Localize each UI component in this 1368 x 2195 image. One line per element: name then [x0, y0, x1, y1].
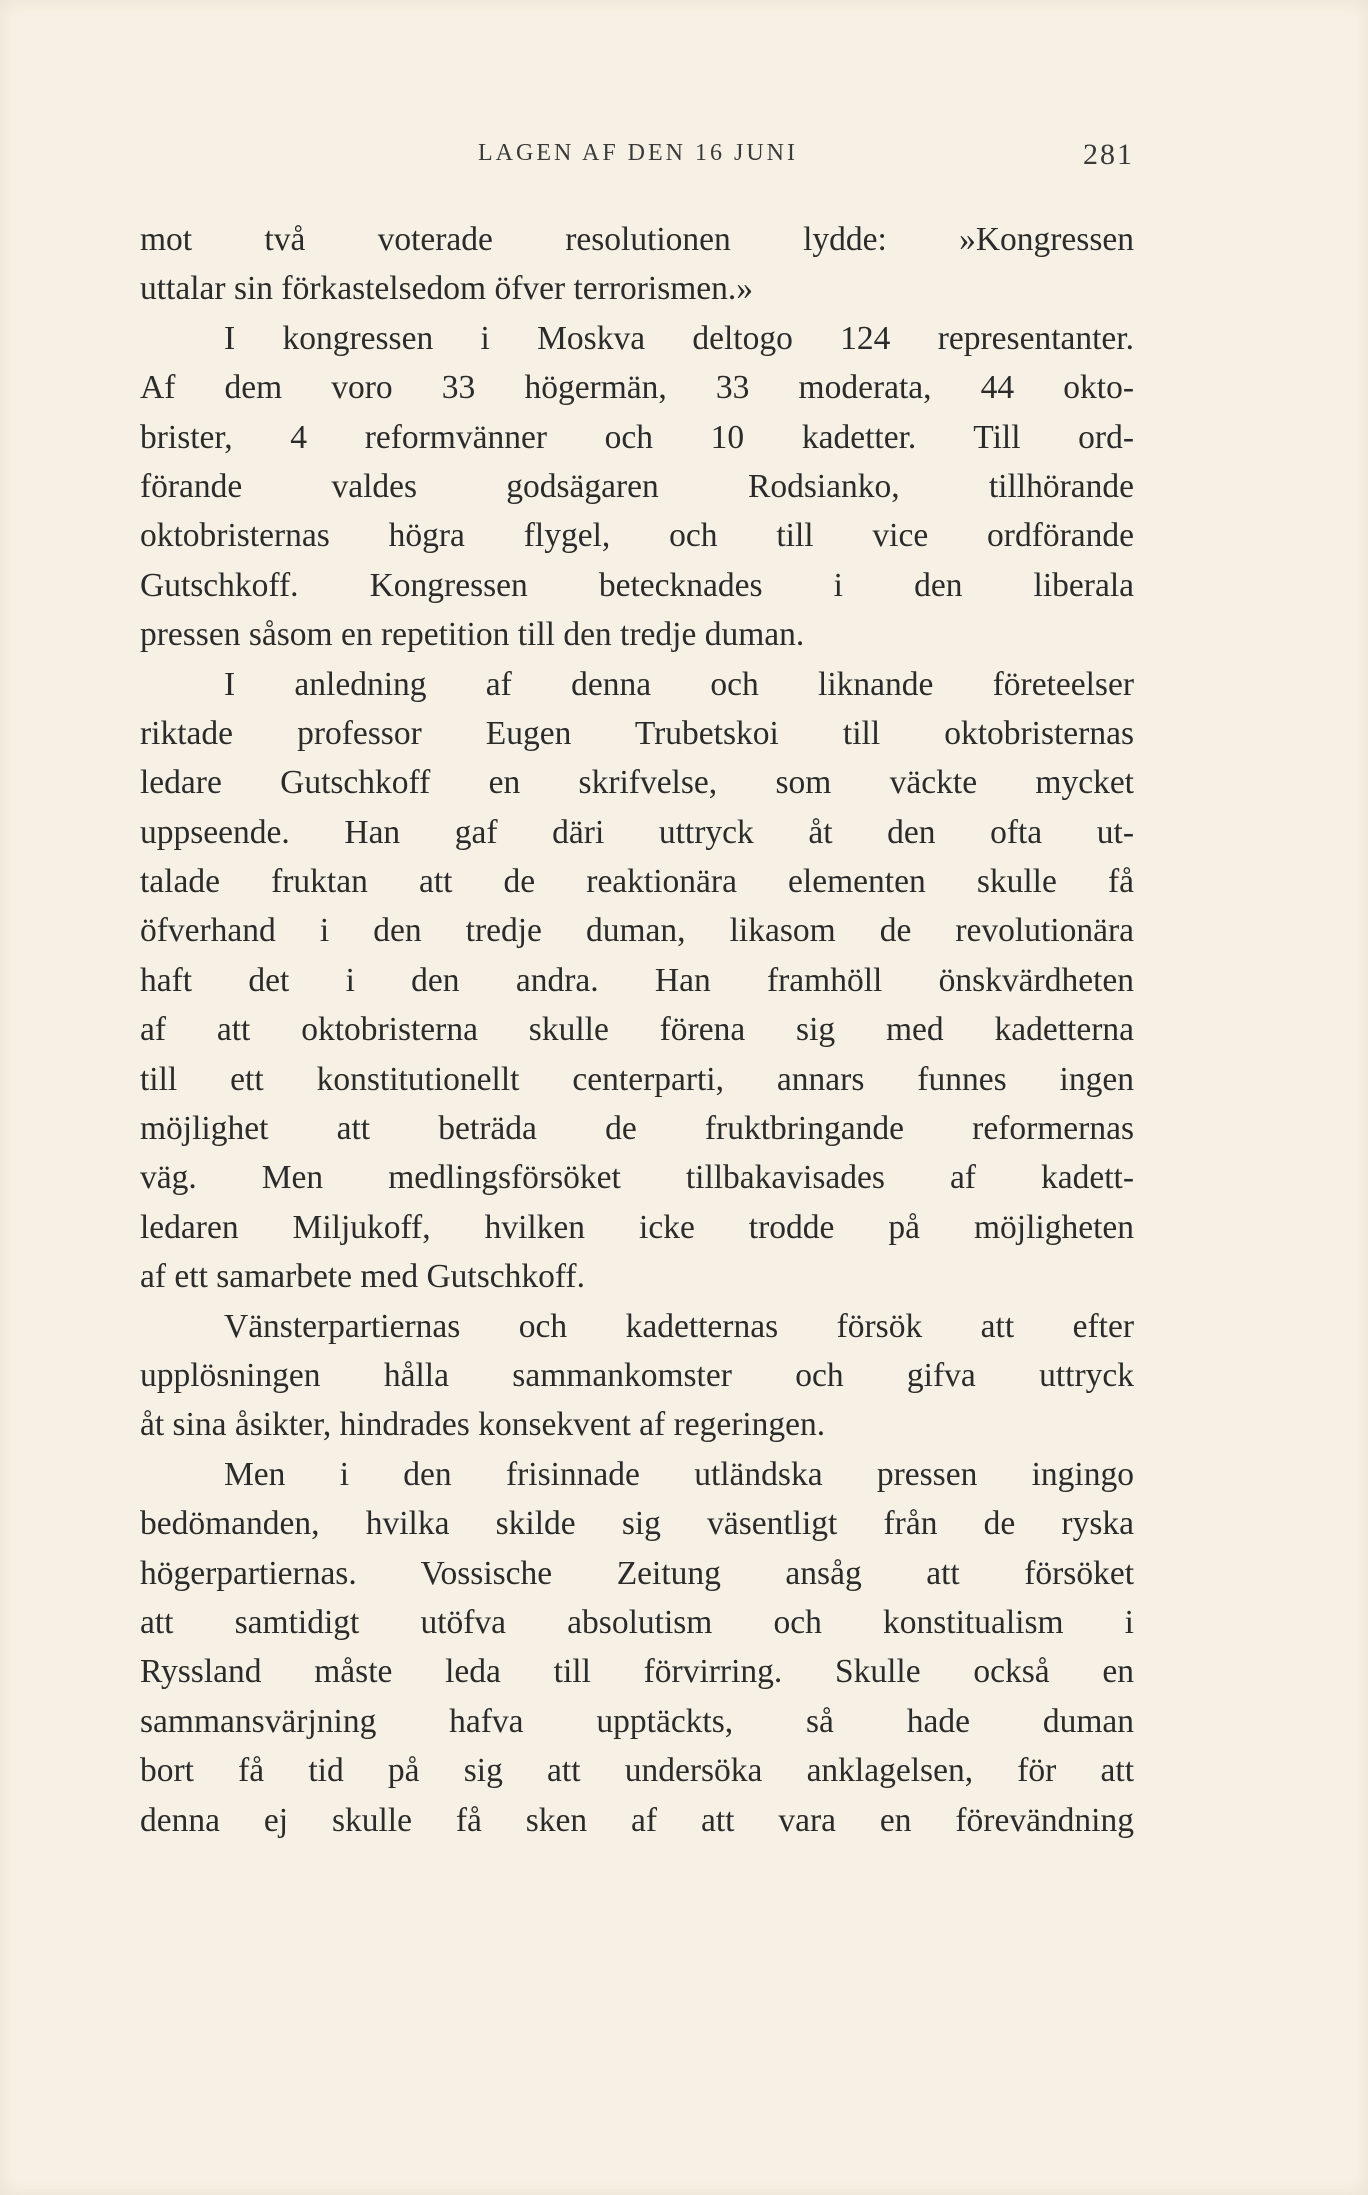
text-line: uttalar sin förkastelsedom öfver terrorismen.» [140, 270, 754, 308]
text-line: högerpartiernas. Vossische Zeitung ansåg att försöket [140, 1554, 1134, 1592]
text-line: sammansvärjning hafva upptäckts, så hade duman [140, 1702, 1134, 1740]
text-line: uppseende. Han gaf däri uttryck åt den ofta ut- [140, 813, 1134, 851]
text-line: haft det i den andra. Han framhöll önskvärdheten [140, 961, 1134, 999]
text-line: Ryssland måste leda till förvirring. Skulle också en [140, 1653, 1134, 1691]
page-number: 281 [1083, 138, 1134, 171]
text-line: bort få tid på sig att undersöka anklagelsen, för att [140, 1752, 1134, 1790]
text-line: denna ej skulle få sken af att vara en förevändning [140, 1801, 1134, 1839]
text-line: Af dem voro 33 högermän, 33 moderata, 44 okto- [140, 369, 1134, 407]
text-line: pressen såsom en repetition till den tredje duman. [140, 616, 805, 654]
text-line: af att oktobristerna skulle förena sig med kadetterna [140, 1011, 1134, 1049]
text-line: väg. Men medlingsförsöket tillbakavisades af kadett- [140, 1159, 1134, 1197]
text-line: bedömanden, hvilka skilde sig väsentligt från de ryska [140, 1505, 1134, 1543]
text-line: ledare Gutschkoff en skrifvelse, som väckte mycket [140, 764, 1134, 802]
text-line: brister, 4 reformvänner och 10 kadetter. Till ord- [140, 418, 1134, 456]
text-line: ledaren Miljukoff, hvilken icke trodde på möjligheten [140, 1208, 1134, 1246]
text-line: riktade professor Eugen Trubetskoi till oktobristernas [140, 714, 1134, 752]
body-text [140, 215, 1134, 1845]
text-line: I kongressen i Moskva deltogo 124 representanter. [224, 319, 1134, 357]
text-line: af ett samarbete med Gutschkoff. [140, 1258, 585, 1296]
text-line: åt sina åsikter, hindrades konsekvent af regeringen. [140, 1406, 826, 1444]
text-line: Gutschkoff. Kongressen betecknades i den liberala [140, 566, 1134, 604]
text-line: talade fruktan att de reaktionära elementen skulle få [140, 863, 1134, 901]
text-line: oktobristernas högra flygel, och till vice ordförande [140, 517, 1134, 555]
text-line: öfverhand i den tredje duman, likasom de revolutionära [140, 912, 1134, 950]
text-line: möjlighet att beträda de fruktbringande reformernas [140, 1110, 1134, 1148]
text-line: förande valdes godsägaren Rodsianko, tillhörande [140, 467, 1134, 505]
text-line: Men i den frisinnade utländska pressen ingingo [224, 1455, 1134, 1493]
running-header [142, 140, 1134, 180]
text-line: till ett konstitutionellt centerparti, annars funnes ingen [140, 1060, 1134, 1098]
text-line: I anledning af denna och liknande företeelser [224, 665, 1134, 703]
text-line: att samtidigt utöfva absolutism och konstitualism i [140, 1603, 1134, 1641]
text-line: Vänsterpartiernas och kadetternas försök att efter [224, 1307, 1134, 1345]
text-line: mot två voterade resolutionen lydde: »Kongressen [140, 221, 1134, 258]
running-title: LAGEN AF DEN 16 JUNI [478, 140, 798, 166]
text-line: upplösningen hålla sammankomster och gifva uttryck [140, 1356, 1134, 1394]
